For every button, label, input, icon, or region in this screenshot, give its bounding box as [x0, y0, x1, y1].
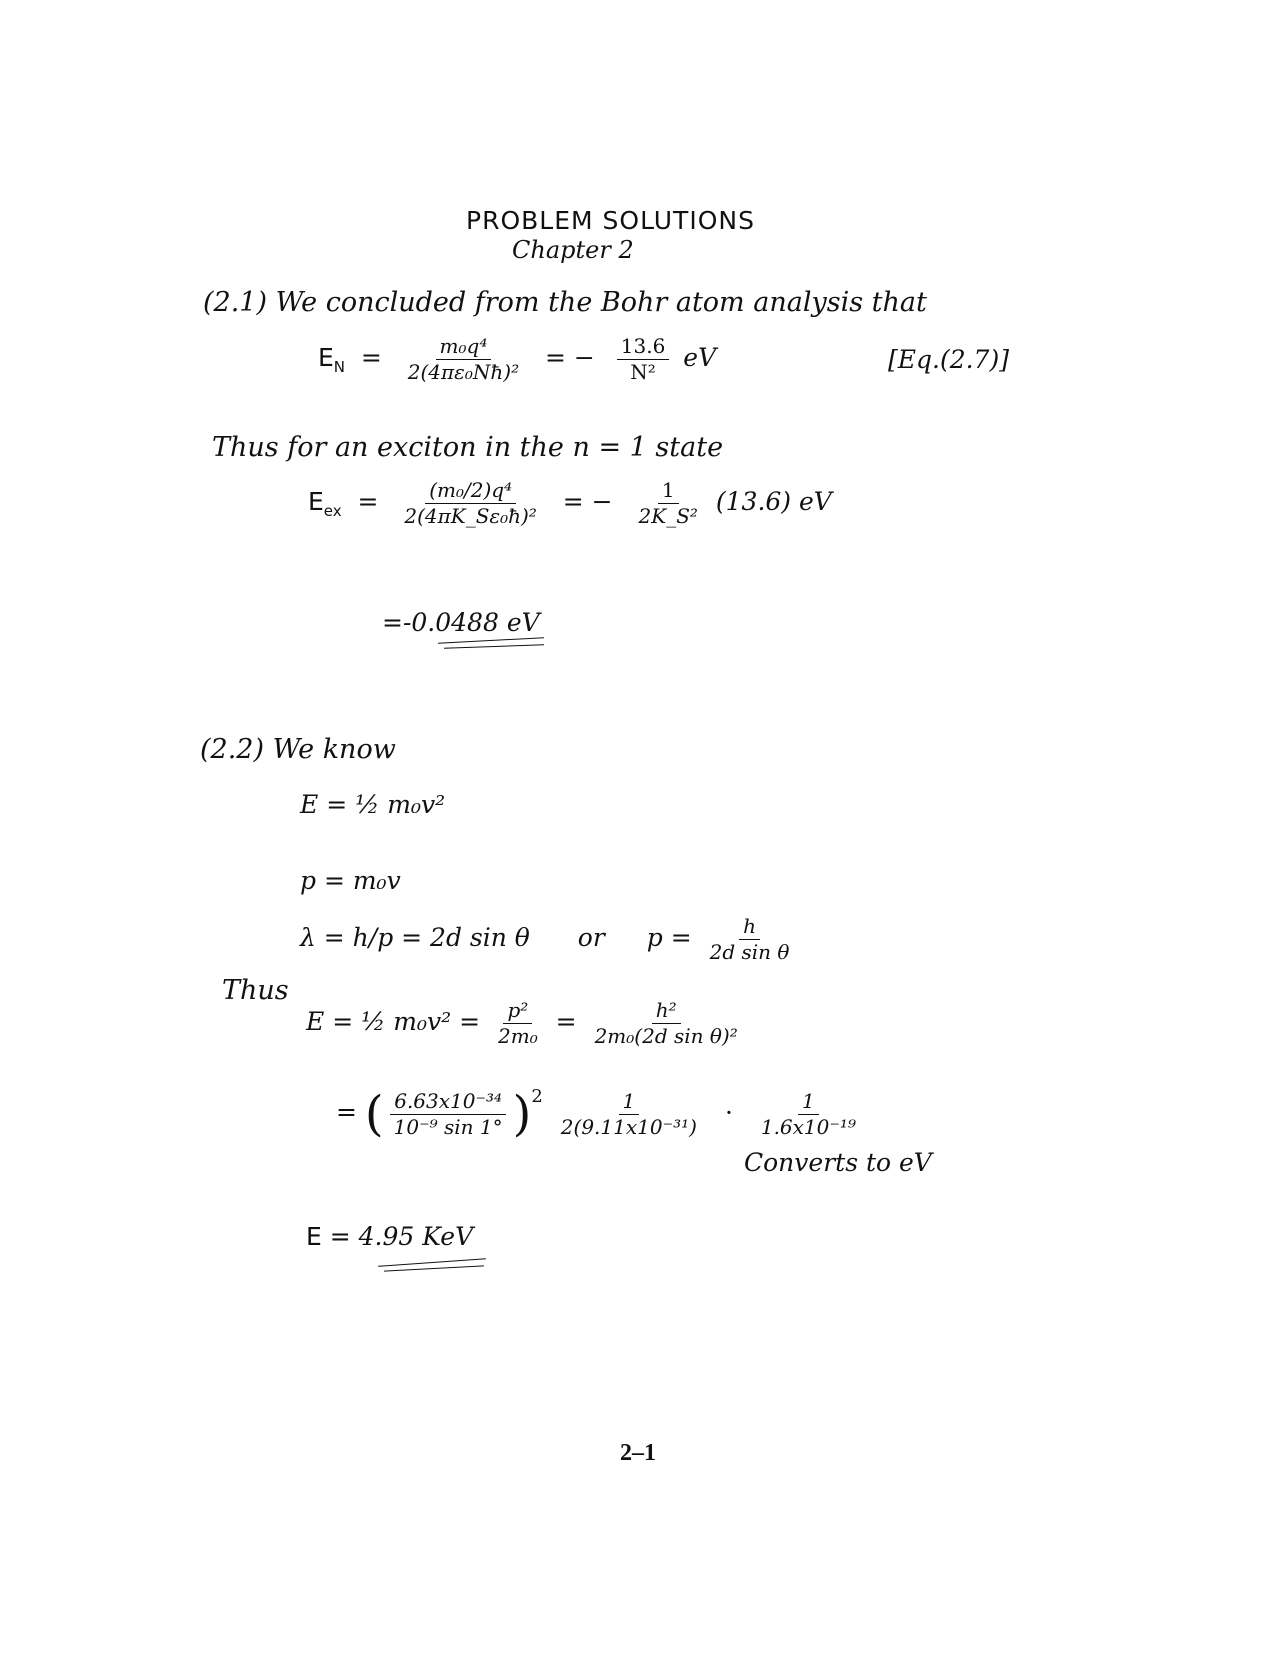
result-underline-1	[438, 637, 544, 644]
eq-exciton-rhs-fraction	[635, 480, 702, 527]
eq-p-denominator: 2d sin θ	[709, 940, 790, 964]
eq-kinetic-energy: E = ½ m₀v²	[300, 790, 446, 819]
eq-exciton-rhs-denominator: 2K_S²	[638, 504, 698, 528]
eq-reference: [Eq.(2.7)]	[888, 345, 1009, 374]
eq-bohr-fraction	[404, 336, 523, 383]
eq-energy-substitution	[306, 1000, 748, 1047]
final-result-lhs: E =	[306, 1222, 351, 1251]
eq-energy-fraction-1	[494, 1000, 542, 1047]
eq-numeric-fraction-3-den: 1.6x10⁻¹⁹	[760, 1114, 856, 1139]
eq-momentum: p = m₀v	[300, 866, 401, 895]
eq-wavelength-row	[300, 916, 799, 963]
eq-energy-fraction-2-den: 2m₀(2d sin θ)²	[594, 1024, 738, 1048]
eq-bohr-unit: eV	[683, 343, 717, 372]
eq-numeric-fraction-2-num: 1	[619, 1091, 640, 1115]
or-text: or	[577, 923, 605, 952]
eq-bohr-rhs-fraction	[617, 336, 670, 383]
eq-numeric-substitution: = ( $\frac{\text{6.63x10⁻³⁴}}{\text{10⁻⁹ sin 1°}}$ )$^2$ $\frac{1}{\text{2(9.11x10⁻³¹)}}$ · $\frac{1}{\text{1.6x10⁻¹⁹}}$	[336, 1086, 866, 1142]
eq-numeric-big-fraction	[390, 1088, 507, 1139]
page-title: PROBLEM SOLUTIONS	[466, 206, 755, 235]
thus-label: Thus	[222, 975, 289, 1006]
eq-bohr-rhs-denominator: N²	[630, 360, 656, 384]
problem-2-2-intro: (2.2) We know	[200, 734, 396, 765]
equals-sign: =	[555, 1007, 577, 1036]
eq-bohr-energy: $E_N$ = $\frac{\text{m₀q⁴}}{\text{2(4πε₀Nħ)²}}$ = − $\frac{13.6}{\text{N²}}$ eV	[318, 334, 717, 384]
eq-energy-fraction-2-num: h²	[652, 1000, 681, 1024]
eq-bohr-lhs: $E_N$	[318, 343, 346, 376]
eq-bohr-denominator: 2(4πε₀Nħ)²	[407, 360, 520, 384]
eq-p-numerator: h	[739, 916, 760, 940]
chapter-subtitle: Chapter 2	[512, 236, 634, 264]
problem-2-1-intro: (2.1) We concluded from the Bohr atom analysis that	[203, 287, 927, 318]
eq-exciton-denominator: 2(4πK_Sε₀ħ)²	[404, 504, 537, 528]
converts-note: Converts to eV	[744, 1148, 932, 1177]
eq-energy-fraction-2	[591, 1000, 742, 1047]
eq-exciton-numerator: (m₀/2)q⁴	[425, 480, 516, 504]
eq-energy-fraction-1-num: p²	[503, 1000, 532, 1024]
eq-exciton-rhs-numerator: 1	[658, 480, 679, 504]
eq-energy-fraction-1-den: 2m₀	[498, 1024, 538, 1048]
eq-numeric-exponent: 2	[531, 1086, 543, 1107]
eq-numeric-big-den: 10⁻⁹ sin 1°	[393, 1114, 503, 1139]
eq-bohr-numerator: m₀q⁴	[436, 336, 492, 360]
eq-numeric-fraction-3-num: 1	[798, 1091, 819, 1115]
eq-numeric-fraction-3	[757, 1088, 860, 1139]
page-number: 2–1	[620, 1440, 656, 1466]
eq-exciton-energy: $E_{ex}$ = $\frac{\text{(m₀/2)q⁴}}{\text{2(4πK\_Sε₀ħ)²}}$ = − $\frac{1}{\text{2K\_S²}}$ (13.6) eV	[308, 478, 832, 528]
result-underline-2	[444, 644, 544, 648]
eq-bohr-rhs-numerator: 13.6	[617, 336, 670, 360]
exciton-result: =-0.0488 eV	[382, 608, 540, 637]
eq-energy-lhs: E = ½ m₀v² =	[306, 1007, 481, 1036]
eq-p-lhs: p =	[646, 923, 692, 952]
eq-p-fraction	[706, 916, 794, 963]
final-result	[306, 1222, 473, 1251]
eq-wavelength: λ = h/p = 2d sin θ	[300, 923, 530, 952]
eq-numeric-fraction-2	[557, 1088, 701, 1139]
final-underline-2	[384, 1265, 484, 1271]
eq-numeric-fraction-2-den: 2(9.11x10⁻³¹)	[560, 1114, 697, 1139]
equals-sign-numeric: =	[336, 1097, 357, 1127]
eq-exciton-lhs: $E_{ex}$	[308, 487, 342, 520]
exciton-statement: Thus for an exciton in the n = 1 state	[212, 432, 724, 463]
eq-exciton-value: (13.6) eV	[715, 487, 832, 516]
final-result-value: 4.95 KeV	[358, 1222, 474, 1251]
eq-exciton-fraction	[400, 480, 541, 527]
eq-numeric-big-num: 6.63x10⁻³⁴	[390, 1091, 506, 1115]
multiply-dot: ·	[724, 1097, 733, 1127]
